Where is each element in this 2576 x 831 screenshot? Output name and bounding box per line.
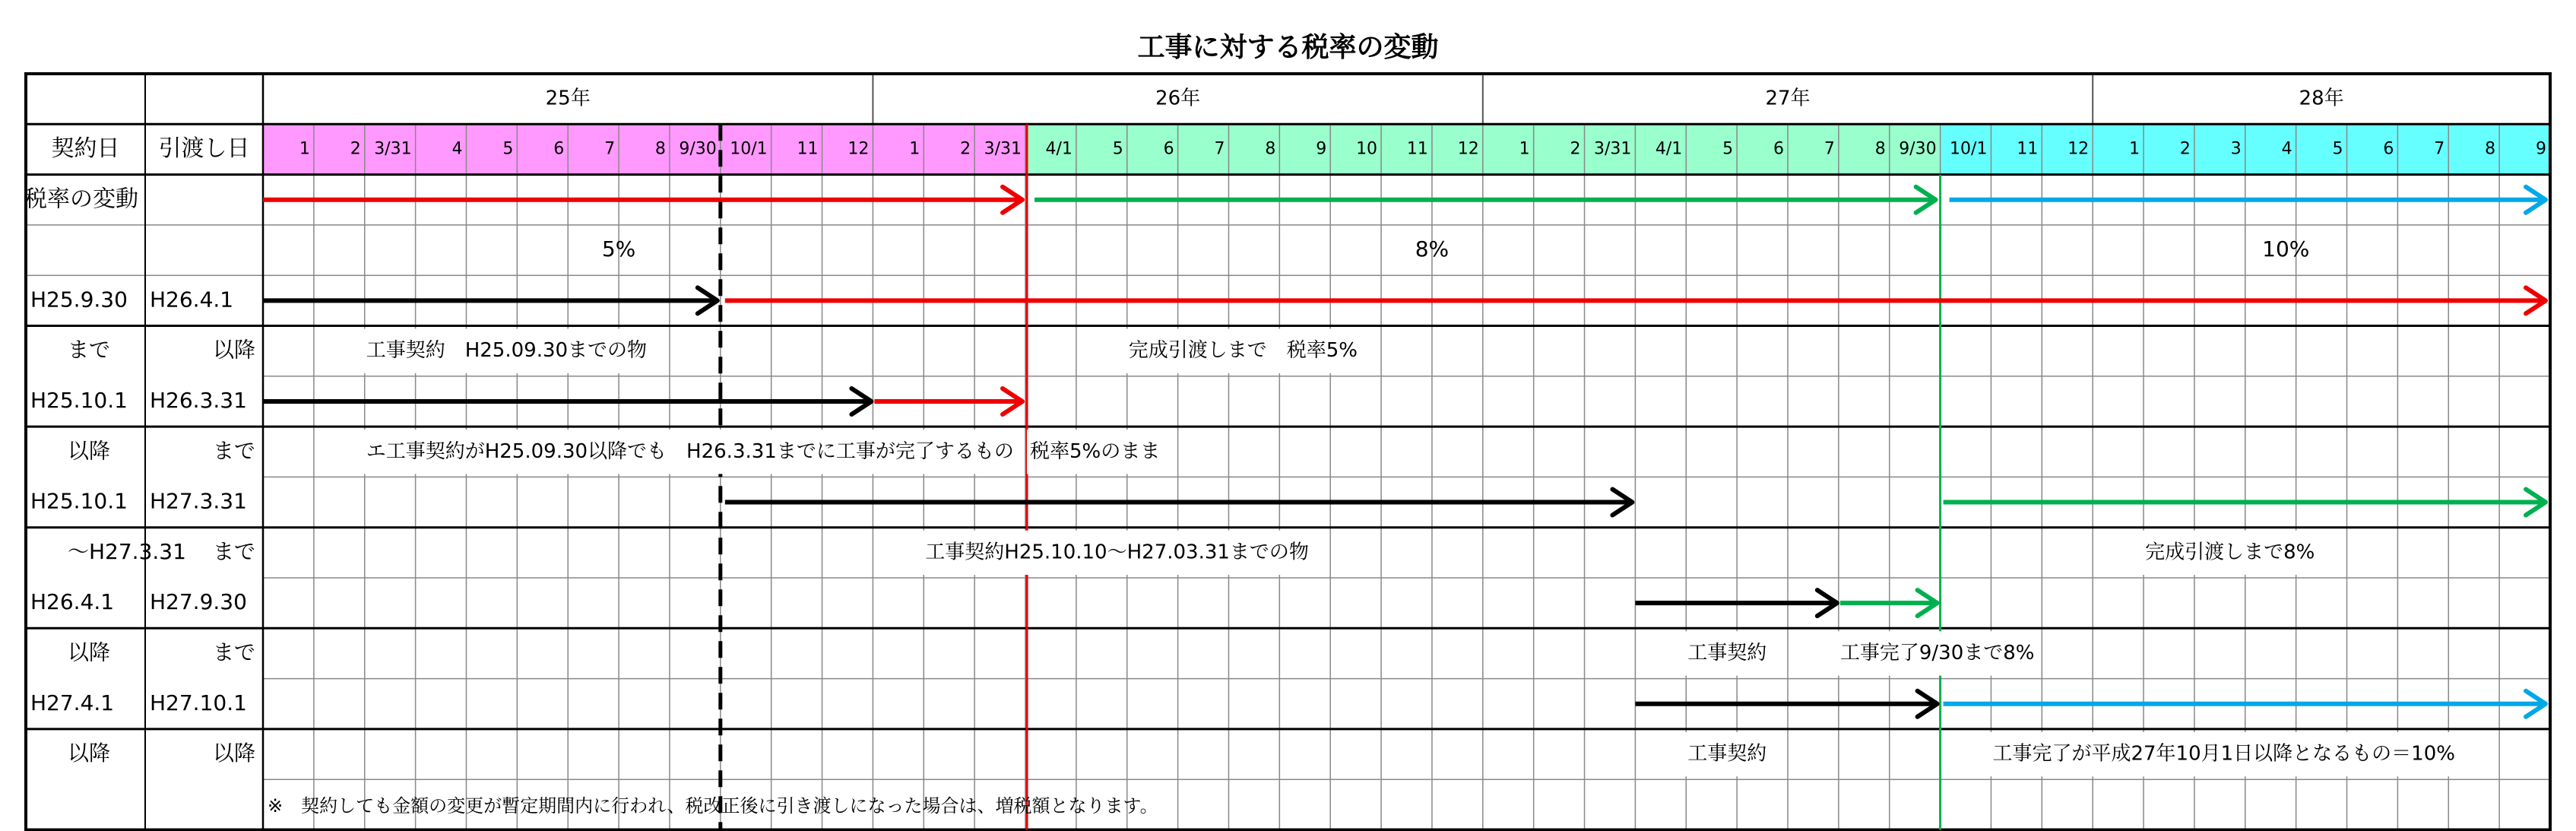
month-label: 7 [1823,139,1835,159]
contract-date-qualifier: 以降 [68,639,111,665]
month-label: 6 [2383,139,2394,159]
month-label: 3 [2230,139,2242,159]
rate-label: 5% [601,236,636,262]
year-label: 25年 [545,87,591,110]
month-label: 3/31 [984,139,1022,159]
month-label: 11 [1406,139,1428,159]
month-label: 11 [2017,139,2039,159]
case-annotation: 工事契約 H25.09.30までの物 [366,339,648,363]
month-label: 1 [299,139,310,159]
month-label: 4/1 [1655,139,1683,159]
delivery-date-value: H26.4.1 [150,287,234,312]
tax-change-label: 税率の変動 [24,186,138,213]
month-label: 5 [502,139,514,159]
delivery-date-value: H27.9.30 [150,589,247,615]
month-label: 5 [1722,139,1734,159]
case-annotation: 工事完了9/30まで8% [1839,641,2035,664]
month-label: 6 [1163,139,1174,159]
month-label: 2 [960,139,971,159]
contract-date-value: H26.4.1 [30,589,115,615]
month-label: 4 [2281,139,2292,159]
rate-label: 10% [2262,236,2310,262]
contract-date-value: H27.4.1 [30,690,115,715]
month-label: 6 [553,139,565,159]
case-annotation: 工事契約H25.10.10～H27.03.31までの物 [925,541,1309,564]
contract-date-qualifier: ～H27.3.31 [68,538,186,564]
month-label: 8 [1874,139,1886,159]
contract-date-value: H25.9.30 [30,287,128,312]
month-label: 12 [1457,139,1479,159]
year-label: 26年 [1155,87,1201,110]
case-annotation: 完成引渡しまで8% [2145,541,2315,564]
year-label: 27年 [1765,87,1811,110]
month-label: 12 [2067,139,2090,159]
month-label: 6 [1773,139,1784,159]
delivery-date-value: H26.3.31 [150,387,247,413]
delivery-date-qualifier: まで [212,538,255,564]
contract-date-qualifier: まで [68,337,111,363]
rate-label: 8% [1415,236,1450,262]
contract-date-qualifier: 以降 [68,438,111,464]
diagram-title: 工事に対する税率の変動 [1137,32,1439,63]
delivery-date-header: 引渡し日 [158,135,250,162]
delivery-date-value: H27.3.31 [150,488,247,514]
case-annotation: 工事完了が平成27年10月1日以降となるもの＝10% [1992,742,2455,766]
month-label: 8 [2485,139,2496,159]
delivery-date-qualifier: まで [212,438,255,464]
contract-date-value: H25.10.1 [30,387,128,413]
month-label: 7 [2434,139,2445,159]
case-annotation: 工事契約 [1687,742,1767,766]
contract-date-value: H25.10.1 [30,488,128,514]
month-label: 8 [1265,139,1276,159]
contract-date-qualifier: 以降 [68,741,111,766]
contract-date-header: 契約日 [51,135,120,162]
delivery-date-value: H27.10.1 [150,690,247,715]
month-label: 1 [1519,139,1530,159]
month-label: 4/1 [1045,139,1073,159]
month-label: 9 [1316,139,1327,159]
case-annotation: 完成引渡しまで 税率5% [1128,339,1358,363]
month-label: 11 [797,139,819,159]
footnote: ※ 契約しても金額の変更が暫定期間内に行われ、税改正後に引き渡しになった場合は、増税額となります。 [268,795,1158,817]
month-label: 10/1 [730,139,768,159]
month-label: 9/30 [679,139,717,159]
month-label: 10/1 [1950,139,1988,159]
month-label: 5 [1112,139,1123,159]
month-label: 3/31 [1593,139,1632,159]
month-label: 7 [1214,139,1225,159]
delivery-date-qualifier: 以降 [212,741,255,766]
month-label: 3/31 [374,139,412,159]
month-label: 5 [2332,139,2343,159]
delivery-date-qualifier: まで [212,639,255,665]
month-label: 9 [2536,139,2546,159]
month-label: 1 [909,139,920,159]
year-label: 28年 [2299,87,2344,110]
case-annotation: 工事契約 [1687,641,1767,664]
month-label: 2 [350,139,361,159]
month-label: 8 [654,139,666,159]
month-label: 12 [848,139,870,159]
case-annotation: エ工事契約がH25.09.30以降でも H26.3.31までに工事が完了するもの [366,439,1014,463]
month-label: 7 [604,139,616,159]
delivery-date-qualifier: 以降 [212,337,255,363]
case-annotation: 税率5%のまま [1030,439,1161,463]
month-label: 2 [1570,139,1581,159]
month-label: 1 [2129,139,2140,159]
month-label: 9/30 [1899,139,1937,159]
month-label: 10 [1356,139,1378,159]
month-label: 4 [452,139,463,159]
month-label: 2 [2179,139,2191,159]
